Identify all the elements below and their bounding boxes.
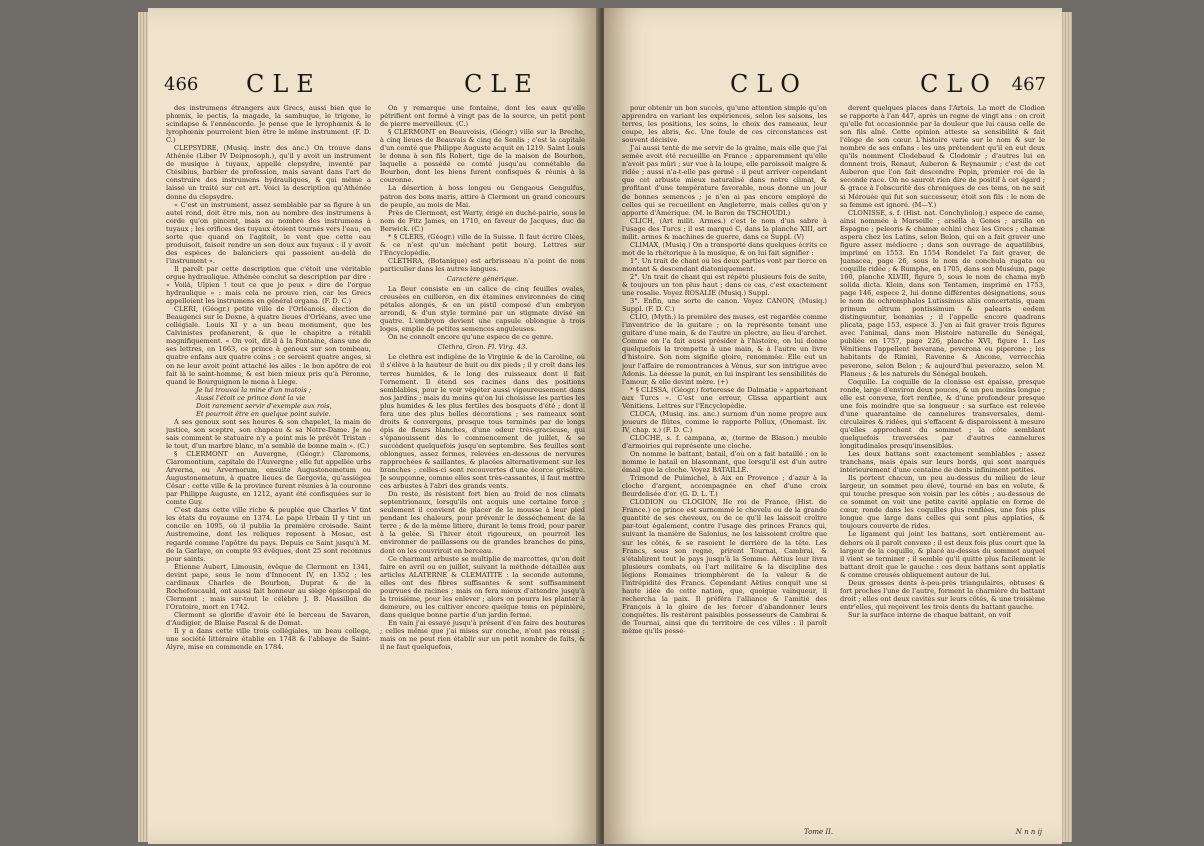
paragraph: Étienne Aubert, Limousin, évêque de Clermont en 1341, devint pape, sous le nom d'Innocent IV, en 1352 ; les cardinaux Charles de Bourbon, Duprat & de la Rochefoucauld, ont aussi fait honneur au siège épiscopal de Clermont ; mais sur-tout le célèbre J. B. Massillon de l'Oratoire, mort en 1742.: [166, 562, 371, 611]
paragraph: Il paroît par cette description que c'étoit une véritable orgue hydraulique. Athénée conclut sa description par dire : « Voilà, Ulpien ! tout ce que je peux » dire de l'orgue hydraulique » : mais cela ne prouve rien, car les Grecs appelloient les instrumens en général organa. (F. D. C.): [166, 264, 371, 306]
paragraph: CLOCA, (Musiq. ins. anc.) surnom d'un nome propre aux joueurs de flûtes, comme le rapporte Pollux, (Onomast. liv. IV, chap. x.) (F. D. C.): [622, 409, 827, 434]
paragraph: derent quelques places dans l'Artois. La mort de Clodion se rapporte à l'an 447, après un regne de vingt ans : on croit qu'elle fut occasionnée par la douleur que lui causa celle de son fils aîné. Cette opinion atteste sa sensibilité & fait l'éloge de son cœur. L'histoire varie sur le nom & sur le nombre de ses enfans : les uns prétendent qu'il en eut deux qu'ils nomment Clodebaud & Clodomir ; d'autres lui en donnent trois, Renaut, Auberon & Reynaumir ; c'est de cet Auberon que l'on fait descendre Pepin, premier roi de la seconde race. On ne sauroit rien dire de positif à cet égard ; & grace à l'obscurité des chroniques de ces tems, on ne sait si Mérouée qui fut son successeur, étoit son fils : le nom de sa femme est ignoré. (M—Y.): [840, 104, 1045, 209]
paragraph: CLODION ou CLOGION, IIe roi de France, (Hist. de France.) ce prince est surnommé le chevelu ou de la grande quantité de ses cheveux, ou de ce qu'il les laissoit croître par-tout également, contre l'usage des princes Francs qui, suivant la manière de Salonius, ne les laissoient croître que sur les côtés, & se rasoient le derrière de la tête. Les Francs, sous son regne, prirent Tournai, Cambrai, & s'établirent tout le pays jusqu'à la Somme. Aëtius leur livra plusieurs combats, où l'art militaire & la discipline des légions Romaines triomphèrent de la valeur & de l'intrépidité des Francs. Cependant Aëtius conquit une si haute idée de cette nation, que, quoique vainqueur, il rechercha la paix. Il préféra l'alliance & l'amitié des François à la gloire de les forcer d'abandonner leurs conquêtes. Ils restèrent paisibles possesseurs de Cambrai & de Tournai, ainsi que du territoire de ces villes : il paroît même qu'ils possé-: [622, 498, 827, 636]
paragraph: Il y a dans cette ville trois collégiales, un beau college, une société littéraire établie en 1748 & l'abbaye de Saint-Alyre, mise en commende en 1784.: [166, 627, 371, 652]
paragraph: Deux grosses dents à-peu-près triangulaires, obtuses & fort proches l'une de l'autre, forment la charnière du battant droit ; elles ont deux cavités sur leurs côtés, & une troisième entr'elles, qui reçoivent les trois dents du battant gauche.: [840, 578, 1045, 611]
left-page: [148, 8, 600, 844]
paragraph: § CLERMONT en Beauvoisis, (Géogr.) ville sur la Breche, à cinq lieues de Beauvais & cinq de Senlis ; c'est la capitale d'un comté que Philippe Auguste acquit en 1219. Saint Louis le donna à son fils Robert, tige de la maison de Bourbon, laquelle a possédé ce comté jusqu'au connétable de Bourbon, dont les biens furent confisqués & réunis à la couronne.: [380, 128, 585, 185]
paragraph: La désertion à boss longeu ou Gengaous Gengulfus, patron des bons maris, attire à Clermont un grand concours de peuple, au mois de Mai.: [380, 184, 585, 209]
paragraph: Les deux battans sont exactement semblables ; assez tranchans, mais épais sur leurs bords, qui sont marqués intérieurement d'une centaine de dents infiniment petites.: [840, 450, 1045, 475]
paragraph: CLIO, (Myth.) la première des muses, est regardée comme l'inventrice de la guitare ; on la représente tenant une guitare d'une main, & de l'autre un plectre, au lieu d'archet. Comme on l'a fait aussi présider à l'histoire, on lui donne quelquefois la trompette à une main, & à l'autre un livre d'histoire. Son nom signifie gloire, renommée. Elle eut un jour l'affaire de remontrances à Vénus, sur son intrigue avec Adonis. La déesse la punit, en lui inspirant les sensibilités de l'amour, & elle devint mère. (+): [622, 313, 827, 386]
paragraph: « C'est un instrument, assez semblable par sa figure à un autel rond, doit être mis, non au nombre des instrumens à corde qu'on pincent, mais au nombre des instrumens à tuyaux ; les orifices des tuyaux étoient tournés vers l'eau, en sorte que quand on l'agitoit, le vent que cette eau produisoit, faisoit rendre un son doux aux tuyaux : il y avoit des espèces de balanciers qui passoient au-delà de l'instrument ».: [166, 200, 371, 265]
paragraph: C'est dans cette ville riche & peuplée que Charles V tint les états du royaume en 1374. Le pape Urbain II y tint un concile en 1095, où il publia la première croisade. Saint Austremoine, dont les reliques reposent à Mosac, est regardé comme l'apôtre du pays. Depuis ce Saint jusqu'à M. de la Garlaye, on compte 93 évêques, dont 25 sont reconnus pour saints.: [166, 506, 371, 563]
left-page-header: [164, 70, 584, 96]
paragraph: * § CLISSA, (Géogr.) forteresse de Dalmatie » appartenant aux Turcs ». C'est une erreur, Clissa appartient aux Vénitiens. Lettres sur l'Encyclopédie.: [622, 385, 827, 410]
paragraph: CLIMAX, (Musiq.) On a transporté dans quelques écrits ce mot de la rhétorique à la musique, & on lui fait signifier :: [622, 240, 827, 257]
right-page-header: [620, 70, 1046, 96]
paragraph: Sur la surface interne de chaque battant, on voit: [848, 610, 1012, 619]
right-page: [604, 8, 1062, 844]
verse-line: Aussi l'étoit ce prince dont la vie: [196, 393, 306, 402]
paragraph: des instrumens étrangers aux Grecs, aussi bien que le phœnix, le pectis, la magade, la sambuque, le trigone, le scindapse & l'ennéacorde. Je pense que le lyrophœnix & le lyrophœnix pourroient bien être le même instrument. (F. D. C.): [166, 104, 371, 145]
paragraph: CLETHRA, (Botanique) est arbrisseau n'a point de nom particulier dans les autres langues.: [380, 256, 585, 273]
paragraph: La fleur consiste en un calice de cinq feuilles ovales, creusées en cuilleron, en dix étamines environnées de cinq pétales alongés, & en un pistil composé d'un embryon arrondi, & d'un style terminé par un stigmate divisé en quatre. L'embryon devient une capsule oblongue à trois loges, emplie de petites semences anguleuses.: [380, 285, 585, 334]
right-running-head-right: CLO: [920, 70, 998, 98]
paragraph: CLERI, (Géogr.) petite ville de l'Orléanois, élection de Beaugenci sur le Doxne, à quatre lieues d'Orléans, avec une collégiale. Louis XI y a un beau monument, que les Calvinistes profanerent, & que le chapitre a rétabli magnifiquement. « On voit, dit-il à la Fontaine, dans une de ses lettres, en 1663, ce prince à genoux sur son tombeau, quatre enfans aux quatre coins ; ce seroient quatre anges, si on ne leur avoit point attaché les ailes : le bon apôtre de roi fait là le saint-homme, & est bien mieux pris qu'à Péronne, quand le Bourguignon le mena à Liege.: [166, 305, 371, 386]
citation: Clethra, Gron. Fl. Virg. 43.: [437, 343, 528, 352]
verse-line: Et pourroit être en quelque point suivie.: [196, 409, 331, 418]
paragraph: Le ligament qui joint les battans, sort entièrement au-dehors où il paroît convexe ; il est deux fois plus court que la largeur de la coquille, & placé au-dessus du sommet auquel il vient se terminer ; il semble qu'il quitte plus facilement le battant droit que le gauche : ces deux battans sont applatis & comme creusés obliquement autour de lui.: [840, 530, 1045, 579]
left-column-2: [380, 104, 585, 814]
verse-line: Je lui trouvai la mine d'un matois ;: [196, 385, 312, 394]
right-running-head-left: CLO: [730, 70, 808, 98]
paragraph: Ce charmant arbuste se multiplie de marcottes, qu'on doit faire en avril ou en juillet, suivant la méthode détaillée aux articles ALATERNE & CLEMATITE : la seconde automne, elles ont des fibres suffisantes & sont suffisamment pourvues de racines ; mais on fera mieux d'attendre jusqu'à la troisième, pour les enlever ; alors on pourra les planter à demeure, ou les cultiver encore quelque tems en pépinière, dans quelque bonne partie d'un jardin fermé.: [380, 554, 585, 619]
paragraph: On nomme le battant, batail, d'où on a fait bataillé ; on le nomme le batail en blasonnant, que lorsqu'il est d'un autre émail que la cloche. Voyez BATAILLÉ.: [622, 450, 827, 475]
paragraph: Coquille. La coquille de la clonisse est épaisse, presque ronde, large d'environ deux pouces, & un peu moins longue ; elle est convexe, fort renflée, & d'une profondeur presque une fois moindre que sa longueur : sa surface est relevée d'une quarantaine de cannelures transversales, demi-circulaires & ridées, qui s'effacent & disparoissent à mesure qu'elles approchent du sommet ; la côte semblant quelquefois traversées par d'autres cannelures longitudinales presqu'insensibles.: [840, 377, 1045, 450]
left-running-head-left: CLE: [246, 70, 322, 98]
paragraph: 1°. Un trait de chant où les deux parties vont par tierce en montant & descendant diatoniquement.: [622, 256, 827, 273]
left-running-head-right: CLE: [464, 70, 540, 98]
right-page-number: 467: [1011, 74, 1046, 95]
paragraph: A ses genoux sont ses heures & son chapelet, la main de justice, son sceptre, son chapeau & sa Notre-Dame. Je ne sais comment le statuaire n'y a point mis le prévôt Tristan : le tout, d'un marbre blanc, m'a semblé de bonne main ». (C.): [166, 417, 371, 450]
verse-line: Doit rarement servir d'exemple aux rois,: [196, 401, 332, 410]
subheading: Caractère générique.: [446, 274, 519, 283]
paragraph: CLEPSYDRE, (Musiq. instr. des anc.) On trouve dans Athénée (Liber IV Deipnosoph.), qu'il y avoit un instrument de musique à tuyaux, appellé clepsydre, inventé par Ctésibius, barbier de profession, mais savant dans l'art de construire des instrumens hydrauliques, & qui même a laissé un traité sur cet art. Voici la description qu'Athénée donne du clepsydre.: [166, 144, 371, 201]
paragraph: § CLERMONT en Auvergne, (Géogr.) Claromons, Claromontium, capitale de l'Auvergne ; elle fut appellée urbs Arverna, ou Arvernorum, ensuite Augustonemetum ou Augustonemetum, à quatre lieues de Gergovia, qu'assiégea César : cette ville & la province furent réunies à la couronne par Philippe Auguste, en 1212, ayant été confisquées sur le comte Guy.: [166, 450, 371, 507]
paragraph: Près de Clermont, est Warty, érigé en duché-pairie, sous le nom de Fitz James, en 1710, en faveur de Jacques, duc de Berwick. (C.): [380, 208, 585, 233]
paragraph: Clermont se glorifie d'avoir été le berceau de Savaron, d'Audigier, de Blaise Pascal & de Domat.: [166, 610, 371, 627]
right-column-1: [622, 104, 827, 814]
signature-mark: N n n ij: [1015, 828, 1042, 836]
volume-footer: Tome II.: [804, 828, 834, 836]
paragraph: En vain j'ai essayé jusqu'à présent d'en faire des boutures ; celles même que j'ai mises sur couche, n'ont pas réussi ; mais on ne peut rien établir sur un petit nombre de faits, & il ne faut quelquefois,: [380, 618, 585, 652]
paragraph: 2°. Un trait de chant qui est répété plusieurs fois de suite, & toujours un ton plus haut ; dans ce cas, c'est exactement une rosalie. Voyez ROSALIE (Musiq.) Suppl.: [622, 272, 827, 298]
paragraph: Ils portent chacun, un peu au-dessus du milieu de leur largeur, un sommet peu élevé, tourné en bas en volute, & qui touche presque son voisin par les côtés ; au-dessous de ce sommet on voit une petite cavité applatie en forme de cœur, ronde dans les coquilles plus renflées, une fois plus longue que large dans celles qui sont plus applaties, & toujours couverte de rides.: [840, 474, 1045, 531]
right-column-2: [840, 104, 1045, 814]
paragraph: * § CLERS, (Géogr.) ville de la Suisse. Il faut écrire Clées, & ce n'est qu'un méchant petit bourg. Lettres sur l'Encyclopédie.: [380, 232, 585, 257]
paragraph: Le clethra est indigène de la Virginie & de la Caroline, où il s'élève à la hauteur de huit ou dix pieds ; il y croît dans les terres humides, & le long des ruisseaux dont il fait l'ornement. Il étend ses racines dans des positions semblables, pour le voir végéter aussi vigoureusement dans nos jardins ; mais du moins qu'on lui choisisse les parties les plus humides & les plus fertiles des bosquets d'été ; dont il fera une des plus belles décorations ; ses rameaux sont droits & convergens, presque tous terminés par de longs épis de fleurs blanches, d'une odeur très-gracieuse, qui s'épanouissent dès le commencement de juillet, & se succèdent quelquefois jusqu'en septembre. Ses feuilles sont oblongues, assez fermes, relevées en-dessous de nervures rapprochées & saillantes, & placées alternativement sur les branches ; celles-ci sont recouvertes d'une écorce grisâtre. Je soupçonne, comme elles sont très-cassantes, il faut mettre ces arbustes à l'abri des grands vents.: [380, 353, 585, 491]
paragraph: CLICH, (Art milit. Armes.) c'est le nom d'un sabre à l'usage des Turcs ; il est marqué C, dans la planche XIII, art milit. armes & machines de guerre, dans ce Suppl. (V): [622, 216, 827, 241]
paragraph: CLONISSE, s. f. (Hist. nat. Conchyliolog.) espece de came, ainsi nommée à Marseille ; arsélla à Genes ; arsilla en Espagne ; peleoris & chamæ echini chez les Grecs ; chamæ aspera chez les Latins, selon Belon, qui en a fait graver une figure assez médiocre ; dans son ouvrage de aquatilibus, imprimé en 1553. En 1554 Rondelet l'a fait graver, de Juanacea, page 26, sous le nom de conchula rugata ou coquille ridée ; & Rumphe, en 1705, dans son Muséum, page 160, planche XLVIII, figure 5, sous le nom de chama myb solida dicta. Klein, dans son Tentamen, imprimé en 1753, page 146, espece 2, lui donne différentes désignations, sous le nom de ochromphalos Lutissimus aliis concertatis, quam primum altrum pontissimum & palearis eodem distinguuntur, bonanias ; il l'appelle encore quadrans plicata, page 153, espece 3. J'en ai fait graver trois figures avec l'animal, dans mon Histoire naturelle du Sénégal, publiée en 1757, page 226, planche XVI, figure 1. Les Vénitiens l'appellent bevarana, peverona ou piperone ; les habitants de Rimini, Ravenne & Ancone, verrecchia peverone, selon Belon ; & aujourd'hui peverazzo, selon M. Planeus ; & les naturels du Sénégal boukeh.: [840, 208, 1045, 378]
paragraph: CLOCHE, s. f. campana, æ, (terme de Blason.) meuble d'armoiries qui représente une cloche.: [622, 433, 827, 450]
paragraph: pour obtenir un bon succès, qu'une attention simple qu'on apprendra en variant les expériences, selon les saisons, les terres, les positions, les soins, le choix des rameaux, leur coupe, les abris, &c. Une foule de ces circonstances est souvent décisive.: [622, 104, 827, 145]
left-page-number: 466: [164, 74, 199, 95]
paragraph: Du reste, ils résistent fort bien au froid de nos climats septentrionaux, lorsqu'ils ont acquis une certaine force ; seulement il convient de placer de la mousse à leur pied pendant les chaleurs, pour prévenir le desséchement de la terre ; & de la même litiere, durant le tems froid, pour parer à la gelée. Si l'hiver étoit rigoureux, on pourroit les environner de paillassons ou de grandes branches de pins, dont on les couvriroit en berceau.: [380, 490, 585, 555]
paragraph: Trimond de Puimichel, à Aix en Provence ; d'azur à la cloche d'argent, accompagnée en chef d'une croix fleurdelisée d'or. (G. D. L. T.): [622, 474, 827, 499]
paragraph: J'ai aussi tenté de me servir de la graine, mais elle que j'ai semée avoit été recueillie en France ; apparemment qu'elle n'avoit pas mûri ; sur vue à la loupe, elle paroissoit maigre & ridée ; aussi n'a-t-elle pas germé : il peut arriver cependant que cet arbuste mieux naturalisé dans notre climat, & profitant d'une température favorable, nous donne un jour de bonnes semences ; je n'en ai pas encore employé de celles qui se recueillent en Angleterre, mais celles qu'on y apporte d'Amérique. (M. le Baron de TSCHOUDI.): [622, 144, 827, 217]
left-column-1: [166, 104, 371, 814]
paragraph: 3°. Enfin, une sorte de canon. Voyez CANON, (Musiq.) Suppl. (F. D. C.): [622, 297, 827, 314]
paragraph: On ne connoît encore qu'une espece de ce genre.: [388, 333, 554, 342]
paragraph: On y remarque une fontaine, dont les eaux qu'elle pétrifient ont formé à vingt pas de la source, un petit pont de pierre merveilleux. (C.): [380, 104, 585, 129]
